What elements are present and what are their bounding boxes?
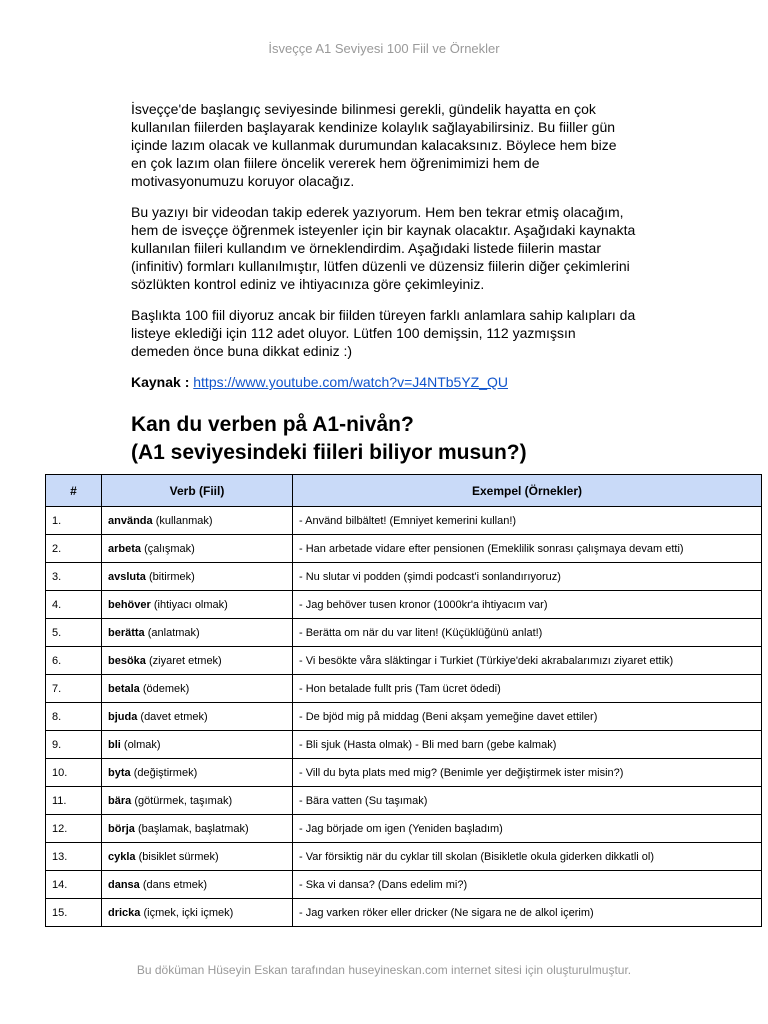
verb-word: använda: [108, 514, 153, 527]
row-number: 12.: [46, 815, 102, 843]
intro-paragraph-2: Bu yazıyı bir videodan takip ederek yazıyorum. Hem ben tekrar etmiş olacağım, hem de isveççe öğrenmek isteyenler için bir kaynak olacaktır. Aşağıdaki kaynakta kullanılan fiileri kullandım ve örneklendirdim. Aşağıdaki listede fiilerin mastar (infinitiv) formları kullanılmıştır, lütfen düzenli ve düzensiz fiilerin diğer çekimlerini sözlükten kontrol ediniz ve ihtiyacınıza göre çekimleyiniz.: [131, 204, 636, 292]
verb-word: besöka: [108, 654, 146, 667]
row-example: - De bjöd mig på middag (Beni akşam yemeğine davet ettiler): [293, 703, 762, 731]
source-link[interactable]: https://www.youtube.com/watch?v=J4NTb5YZ_QU: [193, 374, 508, 390]
header-example: Exempel (Örnekler): [293, 475, 762, 507]
verb-meaning: (kullanmak): [155, 514, 213, 527]
verb-word: bjuda: [108, 710, 138, 723]
row-number: 5.: [46, 619, 102, 647]
verb-meaning: (davet etmek): [140, 710, 208, 723]
row-number: 9.: [46, 731, 102, 759]
intro-paragraph-1: İsveççe'de başlangıç seviyesinde bilinmesi gerekli, gündelik hayatta en çok kullanılan fiilerden başlayarak kendinize kolaylık sağlayabilirsiniz. Bu fiiller gün içinde lazım olacak ve kullanmak durumundan kalacaksınız. Böylece hem bize en çok lazım olan fiilere öncelik vererek hem öğrenimimizi hem de motivasyonumuzu koruyor olacağız.: [131, 101, 617, 189]
table-row: [46, 815, 762, 843]
intro-section: [131, 100, 636, 391]
row-number: 6.: [46, 647, 102, 675]
verb-word: dricka: [108, 906, 141, 919]
verb-word: behöver: [108, 598, 151, 611]
row-verb-cell: [102, 675, 293, 703]
page-footer: Bu döküman Hüseyin Eskan tarafından huseyineskan.com internet sitesi için oluşturulmuştur.: [136, 963, 632, 977]
verb-meaning: (ihtiyacı olmak): [153, 598, 228, 611]
row-verb-cell: [102, 591, 293, 619]
row-verb-cell: [102, 871, 293, 899]
source-label: Kaynak :: [131, 374, 190, 390]
verb-meaning: (dans etmek): [142, 878, 208, 891]
heading-line-1: Kan du verben på A1-nivån?: [131, 413, 414, 436]
table-row: [46, 675, 762, 703]
row-verb-cell: [102, 535, 293, 563]
table-row: [46, 563, 762, 591]
verb-meaning: (olmak): [123, 738, 161, 751]
verb-word: dansa: [108, 878, 140, 891]
table-row: [46, 535, 762, 563]
row-example: - Jag började om igen (Yeniden başladım): [293, 815, 762, 843]
row-number: 7.: [46, 675, 102, 703]
table-row: [46, 899, 762, 927]
row-verb-cell: [102, 619, 293, 647]
table-row: [46, 759, 762, 787]
row-verb-cell: [102, 507, 293, 535]
row-number: 11.: [46, 787, 102, 815]
row-verb-cell: [102, 563, 293, 591]
row-example: - Vi besökte våra släktingar i Turkiet (Türkiye'deki akrabalarımızı ziyaret ettik): [293, 647, 762, 675]
row-number: 1.: [46, 507, 102, 535]
verb-meaning: (bisiklet sürmek): [138, 850, 219, 863]
table-row: [46, 507, 762, 535]
source-line: [131, 373, 636, 391]
verb-word: börja: [108, 822, 135, 835]
verb-meaning: (ödemek): [142, 682, 190, 695]
table-row: [46, 703, 762, 731]
verb-meaning: (başlamak, başlatmak): [137, 822, 249, 835]
table-row: [46, 619, 762, 647]
verb-meaning: (ziyaret etmek): [148, 654, 222, 667]
row-number: 15.: [46, 899, 102, 927]
row-example: - Jag behöver tusen kronor (1000kr'a ihtiyacım var): [293, 591, 762, 619]
row-number: 8.: [46, 703, 102, 731]
verb-meaning: (anlatmak): [147, 626, 200, 639]
row-verb-cell: [102, 759, 293, 787]
verb-meaning: (değiştirmek): [133, 766, 198, 779]
table-body: [46, 507, 762, 927]
row-example: - Han arbetade vidare efter pensionen (Emeklilik sonrası çalışmaya devam etti): [293, 535, 762, 563]
verb-word: avsluta: [108, 570, 146, 583]
row-example: - Använd bilbältet! (Emniyet kemerini kullan!): [293, 507, 762, 535]
table-row: [46, 871, 762, 899]
row-example: - Vill du byta plats med mig? (Benimle yer değiştirmek ister misin?): [293, 759, 762, 787]
table-row: [46, 787, 762, 815]
row-number: 2.: [46, 535, 102, 563]
verb-word: byta: [108, 766, 131, 779]
table-row: [46, 731, 762, 759]
page-header: İsveççe A1 Seviyesi 100 Fiil ve Örnekler: [268, 41, 500, 56]
section-heading: [131, 411, 691, 467]
row-verb-cell: [102, 815, 293, 843]
row-example: - Ska vi dansa? (Dans edelim mi?): [293, 871, 762, 899]
row-verb-cell: [102, 843, 293, 871]
row-number: 10.: [46, 759, 102, 787]
row-number: 13.: [46, 843, 102, 871]
verb-word: bli: [108, 738, 121, 751]
row-example: - Hon betalade fullt pris (Tam ücret ödedi): [293, 675, 762, 703]
row-verb-cell: [102, 899, 293, 927]
row-number: 3.: [46, 563, 102, 591]
intro-paragraph-3: Başlıkta 100 fiil diyoruz ancak bir fiilden türeyen farklı anlamlara sahip kalıpları da listeye eklediği için 112 adet oluyor. Lütfen 100 demişsin, 112 yazmışsın demeden önce buna dikkat ediniz :): [131, 307, 636, 359]
verb-meaning: (içmek, içki içmek): [143, 906, 234, 919]
table-row: [46, 591, 762, 619]
table-row: [46, 843, 762, 871]
row-example: - Var försiktig när du cyklar till skolan (Bisikletle okula giderken dikkatli ol): [293, 843, 762, 871]
verb-word: berätta: [108, 626, 145, 639]
row-verb-cell: [102, 787, 293, 815]
verb-meaning: (çalışmak): [144, 542, 195, 555]
row-verb-cell: [102, 731, 293, 759]
row-example: - Bli sjuk (Hasta olmak) - Bli med barn (gebe kalmak): [293, 731, 762, 759]
heading-line-2: (A1 seviyesindeki fiileri biliyor musun?): [131, 441, 527, 464]
row-example: - Berätta om när du var liten! (Küçüklüğünü anlat!): [293, 619, 762, 647]
verb-meaning: (götürmek, taşımak): [134, 794, 233, 807]
row-example: - Jag varken röker eller dricker (Ne sigara ne de alkol içerim): [293, 899, 762, 927]
row-verb-cell: [102, 647, 293, 675]
verb-word: bära: [108, 794, 132, 807]
table-header-row: [46, 475, 762, 507]
header-verb: Verb (Fiil): [102, 475, 293, 507]
row-example: - Bära vatten (Su taşımak): [293, 787, 762, 815]
verb-word: arbeta: [108, 542, 142, 555]
table-row: [46, 647, 762, 675]
verb-word: cykla: [108, 850, 136, 863]
row-number: 14.: [46, 871, 102, 899]
header-num: #: [46, 475, 102, 507]
row-number: 4.: [46, 591, 102, 619]
verbs-table: [45, 474, 762, 927]
verb-word: betala: [108, 682, 140, 695]
row-verb-cell: [102, 703, 293, 731]
row-example: - Nu slutar vi podden (şimdi podcast'i sonlandırıyoruz): [293, 563, 762, 591]
verb-meaning: (bitirmek): [148, 570, 195, 583]
